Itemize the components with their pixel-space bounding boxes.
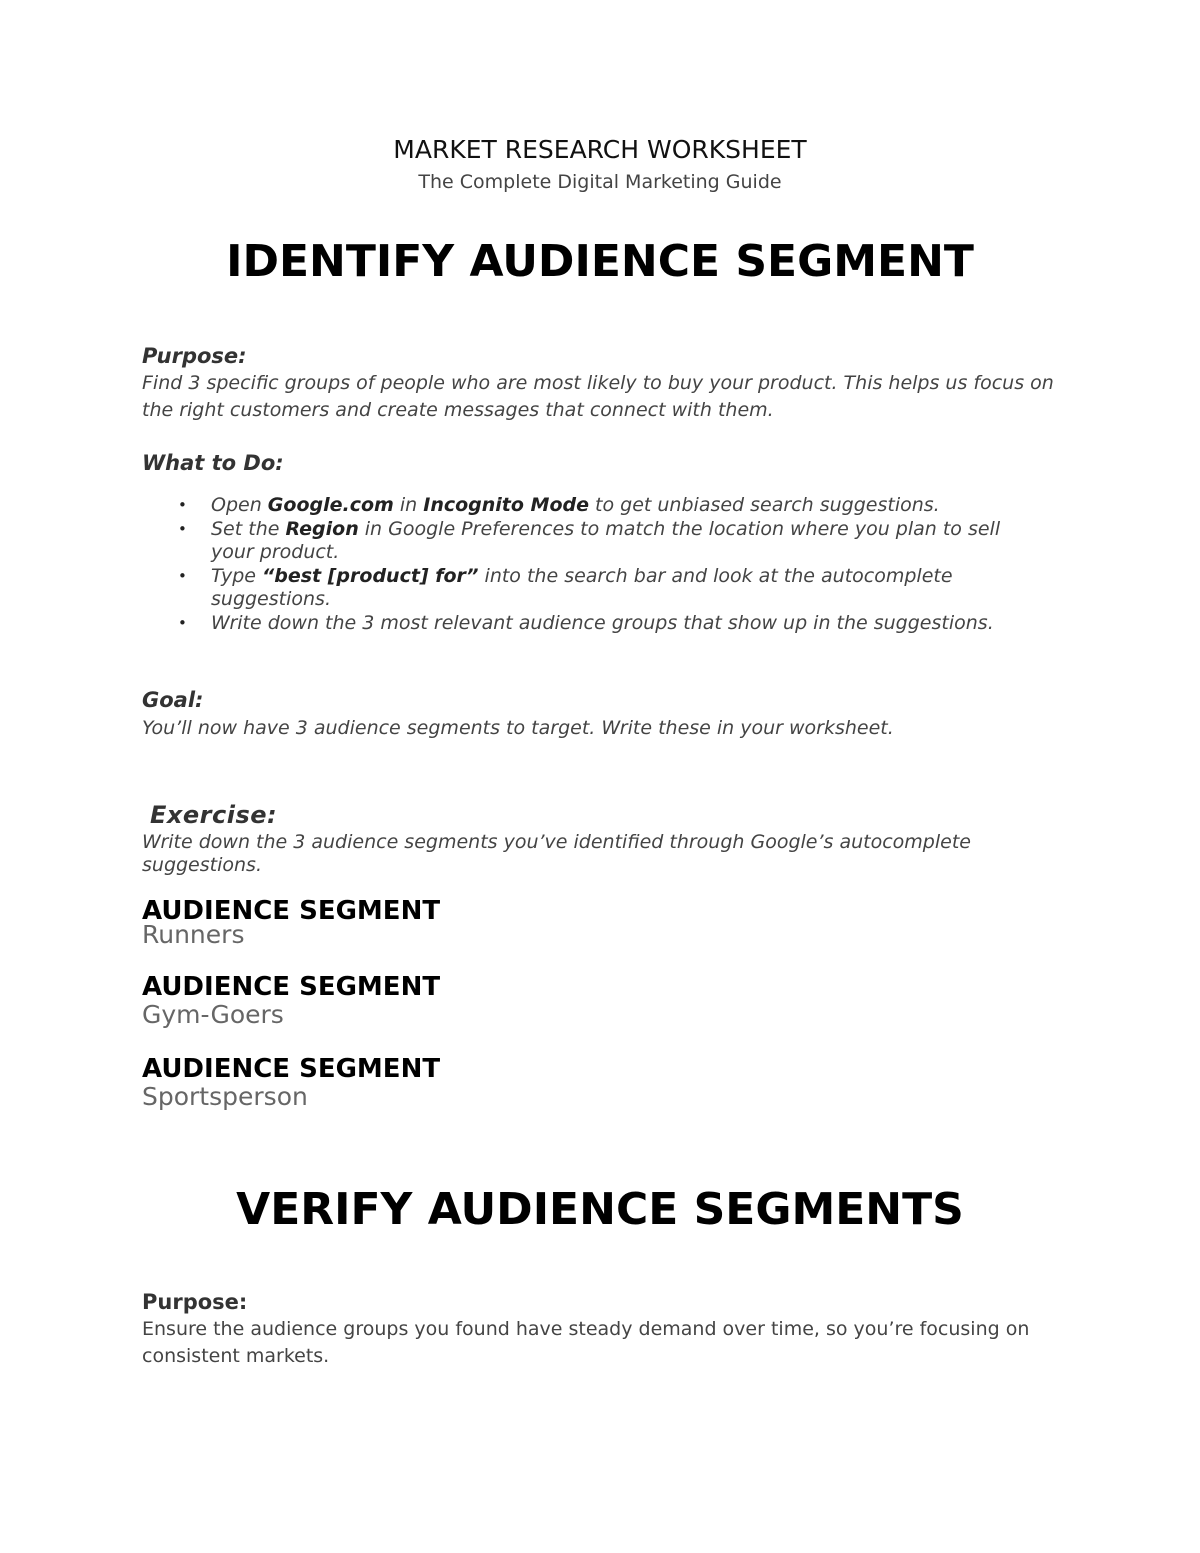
purpose-text: Find 3 specific groups of people who are most likely to buy your product. This helps us focus on the right customers and create messages that connect with them. bbox=[142, 372, 1054, 421]
list-item: • Set the Region in Google Preferences to match the location where you plan to sell your product. bbox=[178, 517, 1001, 563]
segment-heading: AUDIENCE SEGMENT bbox=[142, 1054, 441, 1084]
verify-purpose-label: Purpose: bbox=[142, 1290, 248, 1314]
bullet-icon: • bbox=[178, 496, 187, 514]
segment-value: Runners bbox=[142, 920, 245, 949]
document-title: MARKET RESEARCH WORKSHEET bbox=[393, 135, 807, 164]
search-phrase-text: “best [product] for” bbox=[262, 564, 479, 587]
verify-purpose-text: Ensure the audience groups you found have steady demand over time, so you’re focusing on consistent markets. bbox=[142, 1318, 1030, 1367]
incognito-mode-text: Incognito Mode bbox=[423, 494, 589, 516]
steps-list bbox=[142, 494, 1042, 635]
segment-value: Gym-Goers bbox=[142, 1000, 284, 1029]
verify-heading: VERIFY AUDIENCE SEGMENTS bbox=[236, 1184, 964, 1235]
bullet-icon: • bbox=[178, 566, 187, 585]
bullet-icon: • bbox=[178, 519, 187, 538]
purpose-label: Purpose: bbox=[142, 344, 247, 368]
what-to-do-label: What to Do: bbox=[142, 451, 284, 475]
region-text: Region bbox=[285, 517, 359, 540]
segment-heading: AUDIENCE SEGMENT bbox=[142, 972, 441, 1002]
exercise-label: Exercise: bbox=[150, 801, 278, 829]
segment-value: Sportsperson bbox=[142, 1082, 308, 1111]
goal-text: You’ll now have 3 audience segments to target. Write these in your worksheet. bbox=[142, 717, 894, 739]
bullet-icon: • bbox=[178, 613, 187, 632]
list-item: • Type “best [product] for” into the search bar and look at the autocomplete suggestions. bbox=[178, 564, 953, 610]
exercise-text: Write down the 3 audience segments you’ve identified through Google’s autocomplete suggestions. bbox=[142, 831, 971, 876]
list-item: • Open Google.com in Incognito Mode to get unbiased search suggestions. bbox=[178, 494, 940, 516]
list-item: • Write down the 3 most relevant audience groups that show up in the suggestions. bbox=[178, 611, 994, 634]
google-link-text: Google.com bbox=[267, 494, 394, 516]
document-subtitle: The Complete Digital Marketing Guide bbox=[418, 171, 782, 193]
segment-heading: AUDIENCE SEGMENT bbox=[142, 896, 441, 926]
identify-heading: IDENTIFY AUDIENCE SEGMENT bbox=[226, 236, 974, 287]
goal-label: Goal: bbox=[142, 688, 204, 712]
